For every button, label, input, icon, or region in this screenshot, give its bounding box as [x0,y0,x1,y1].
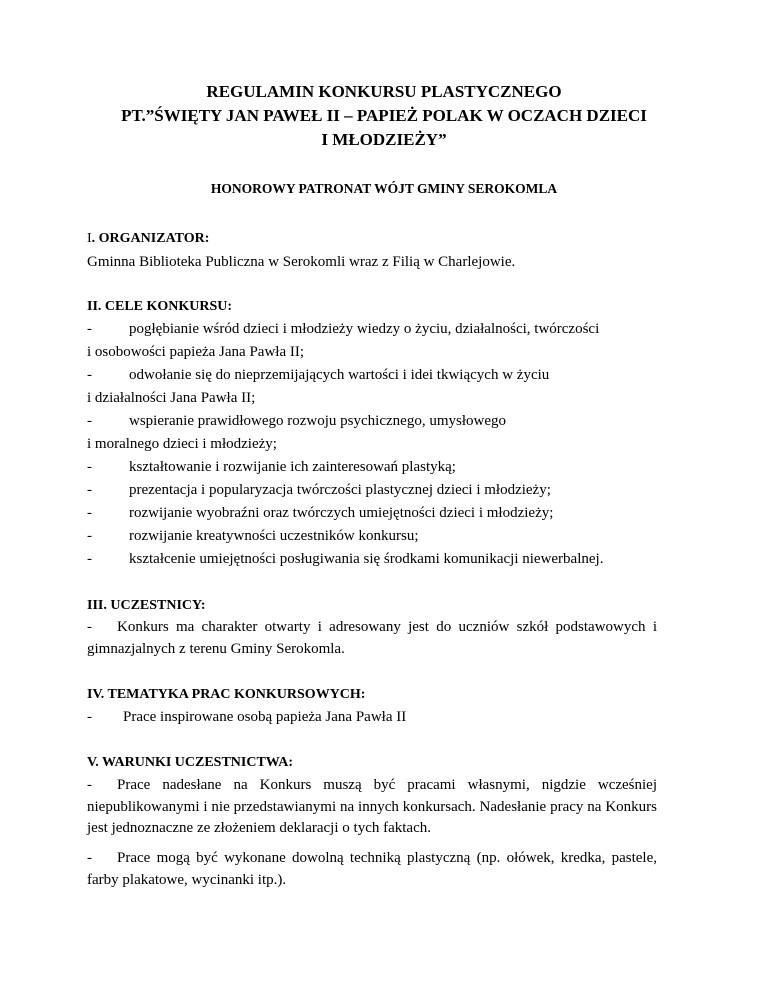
goal-item-1-line-2: i osobowości papieża Jana Pawła II; [87,344,305,360]
honorary-patronage: HONOROWY PATRONAT WÓJT GMINY SEROKOMLA [210,181,558,196]
goal-item-7-text: rozwijanie kreatywności uczestników konkursu; [129,528,419,544]
goal-item-2-line-1: odwołanie się do nieprzemijających wartości i idei tkwiących w życiu [129,367,550,383]
section-participants-heading: III. UCZESTNICY: [87,598,206,613]
bullet-dash: - [87,551,92,567]
section-conditions-heading: V. WARUNKI UCZESTNICTWA: [87,755,294,770]
goal-item-3-line-1: wspieranie prawidłowego rozwoju psychicznego, umysłowego [129,413,506,429]
goal-item-1-line-1: pogłębianie wśród dzieci i młodzieży wiedzy o życiu, działalności, twórczości [129,321,600,337]
theme-item-text: Prace inspirowane osobą papieża Jana Pawła II [123,709,407,725]
conditions-paragraph-2 [87,848,657,891]
goal-item-2-line-2: i działalności Jana Pawła II; [87,390,256,406]
bullet-dash: - [87,777,92,793]
goal-item-4 [87,457,657,477]
goal-item-5-text: prezentacja i popularyzacja twórczości plastycznej dzieci i młodzieży; [129,482,551,498]
title-line-1: REGULAMIN KONKURSU PLASTYCZNEGO [206,82,562,101]
goal-item-8 [87,549,657,569]
goal-item-4-text: kształtowanie i rozwijanie ich zainteresowań plastyką; [129,459,456,475]
document-title [60,80,708,152]
title-line-3: I MŁODZIEŻY” [321,130,447,149]
bullet-dash: - [87,505,92,521]
theme-item [87,707,657,727]
bullet-dash: - [87,482,92,498]
participants-paragraph: Konkurs ma charakter otwarty i adresowany jest do uczniów szkół podstawowych i gimnazjalnych z terenu Gminy Serokomla. [87,619,657,657]
bullet-dash: - [87,459,92,475]
goal-item-3 [87,411,657,431]
goal-item-5 [87,480,657,500]
bullet-dash: - [87,413,92,429]
section-organizer-text: Gminna Biblioteka Publiczna w Serokomli wraz z Filią w Charlejowie. [87,254,516,270]
section-organizer-number: I [87,231,92,246]
bullet-dash: - [87,850,92,866]
section-organizer-title: . ORGANIZATOR: [91,231,210,246]
section-goals-heading: II. CELE KONKURSU: [87,299,233,314]
conditions-paragraph-1 [87,775,657,840]
goal-item-6-text: rozwijanie wyobraźni oraz twórczych umiejętności dzieci i młodzieży; [129,505,554,521]
title-line-2: PT.”ŚWIĘTY JAN PAWEŁ II – PAPIEŻ POLAK W OCZACH DZIECI [121,106,647,125]
bullet-dash: - [87,528,92,544]
bullet-dash: - [87,619,92,635]
goal-item-1 [87,319,657,339]
section-theme-heading: IV. TEMATYKA PRAC KONKURSOWYCH: [87,687,366,702]
goal-item-6 [87,503,657,523]
conditions-paragraph-1-text: Prace nadesłane na Konkurs muszą być pracami własnymi, nigdzie wcześniej niepublikowanymi i nie przedstawianymi na innych konkursach. Nadesłanie pracy na Konkurs jest jednoznaczne ze złożeniem deklaracji o tych faktach. [87,777,657,836]
goal-item-7 [87,526,657,546]
bullet-dash: - [87,321,92,337]
goal-item-8-text: kształcenie umiejętności posługiwania się środkami komunikacji niewerbalnej. [129,551,604,567]
section-organizer-heading [87,229,657,249]
section-participants-text [87,617,657,660]
bullet-dash: - [87,367,92,383]
bullet-dash: - [87,709,92,725]
conditions-paragraph-2-text: Prace mogą być wykonane dowolną techniką plastyczną (np. ołówek, kredka, pastele, farby plakatowe, wycinanki itp.). [87,850,657,888]
goal-item-2 [87,365,657,385]
goal-item-3-line-2: i moralnego dzieci i młodzieży; [87,436,277,452]
